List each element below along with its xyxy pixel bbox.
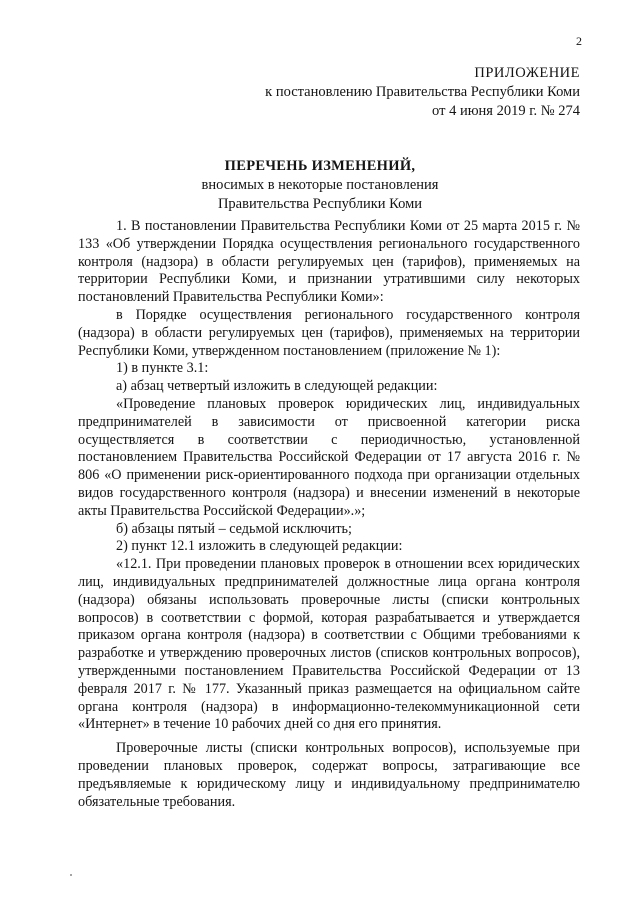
page-number: 2	[576, 34, 582, 48]
scan-speck	[70, 874, 72, 876]
appendix-resolution-line: к постановлению Правительства Республики Коми	[265, 84, 580, 100]
appendix-date-line: от 4 июня 2019 г. № 274	[432, 103, 580, 119]
document-body	[78, 218, 580, 811]
paragraph-3: 1) в пункте 3.1:	[116, 360, 209, 377]
paragraph-1: 1. В постановлении Правительства Республики Коми от 25 марта 2015 г. № 133 «Об утверждении Порядка осуществления регионального государственного контроля (надзора) в области регулируемых цен (тарифов), применяемых на территории Республики Коми, и признании утратившими силу некоторых постановлений Правительства Республики Коми»:	[78, 218, 580, 306]
title-subline-1: вносимых в некоторые постановления	[201, 177, 439, 193]
appendix-header	[265, 64, 580, 121]
title-subline-2: Правительства Республики Коми	[217, 196, 423, 212]
paragraph-6: б) абзацы пятый – седьмой исключить;	[116, 520, 352, 537]
paragraph-7: 2) пункт 12.1 изложить в следующей редакции:	[116, 538, 403, 555]
appendix-label: ПРИЛОЖЕНИЕ	[474, 65, 580, 81]
document-title	[0, 157, 640, 214]
paragraph-8: «12.1. При проведении плановых проверок в отношении всех юридических лиц, индивидуальных предпринимателей должностные лица органа контроля (надзора) обязаны использовать проверочные листы (списки контрольных вопросов) в соответствии с формой, которая разрабатывается и утверждается приказом органа контроля (надзора) в соответствии с Общими требованиями к разработке и утверждению проверочных листов (списков контрольных вопросов), утвержденными постановлением Правительства Российской Федерации от 13 февраля 2017 г. № 177. Указанный приказ размещается на официальном сайте органа контроля (надзора) в информационно-телекоммуникационной сети «Интернет» в течение 10 рабочих дней со дня его принятия.	[78, 556, 580, 733]
paragraph-5: «Проведение плановых проверок юридических лиц, индивидуальных предпринимателей в зависимости от присвоенной категории риска осуществляется в соответствии с периодичностью, установленной постановлением Правительства Российской Федерации от 17 августа 2016 г. № 806 «О применении риск-ориентированного подхода при организации отдельных видов государственного контроля (надзора) и внесении изменений в некоторые акты Правительства Российской Федерации».»;	[78, 395, 580, 519]
paragraph-9: Проверочные листы (списки контрольных вопросов), используемые при проведении плановых проверок, содержат вопросы, затрагивающие все предъявляемые к юридическому лицу и индивидуальному предпринимателю обязательные требования.	[78, 740, 580, 810]
paragraph-4: а) абзац четвертый изложить в следующей редакции:	[116, 378, 438, 395]
paragraph-2: в Порядке осуществления регионального государственного контроля (надзора) в области регулируемых цен (тарифов), применяемых на территории Республики Коми, утвержденном постановлением (приложение № 1):	[78, 306, 580, 359]
title-main: ПЕРЕЧЕНЬ ИЗМЕНЕНИЙ,	[224, 158, 416, 174]
